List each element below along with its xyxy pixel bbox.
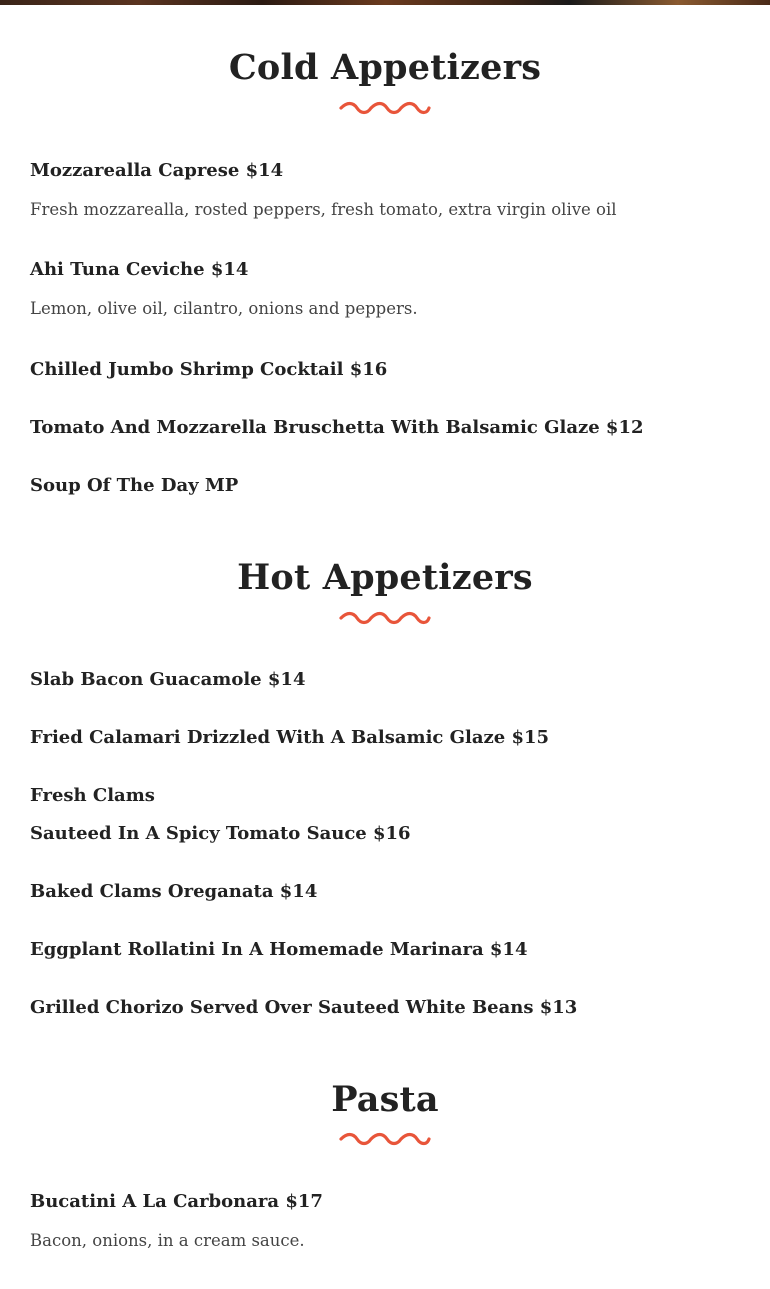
menu-item-name: Mozzarealla Caprese $14 [30, 160, 284, 181]
wave-divider-icon [339, 101, 431, 115]
menu-item-name: Fresh Clams [30, 785, 155, 806]
menu-item-name: Baked Clams Oreganata $14 [30, 881, 318, 902]
menu-item-name: Soup Of The Day MP [30, 475, 239, 496]
menu-item-name: Fried Calamari Drizzled With A Balsamic Glaze $15 [30, 727, 550, 748]
menu-item-description: Fresh mozzarealla, rosted peppers, fresh tomato, extra virgin olive oil [30, 200, 617, 219]
menu-item-name: Ahi Tuna Ceviche $14 [30, 259, 249, 280]
menu-item-name: Slab Bacon Guacamole $14 [30, 669, 306, 690]
menu-item-name: Eggplant Rollatini In A Homemade Marinara $14 [30, 939, 528, 960]
section-title-pasta: Pasta [331, 1079, 439, 1120]
wave-divider-icon [339, 1132, 431, 1146]
menu-item-name: Tomato And Mozzarella Bruschetta With Balsamic Glaze $12 [30, 417, 644, 438]
menu-item-name: Bucatini A La Carbonara $17 [30, 1191, 323, 1212]
section-title-cold-appetizers: Cold Appetizers [228, 47, 542, 88]
wave-divider-icon [339, 611, 431, 625]
section-title-hot-appetizers: Hot Appetizers [237, 557, 533, 598]
menu-item-name: Grilled Chorizo Served Over Sauteed White Beans $13 [30, 997, 578, 1018]
menu-item-subname: Sauteed In A Spicy Tomato Sauce $16 [30, 823, 411, 844]
menu-item-name: Chilled Jumbo Shrimp Cocktail $16 [30, 359, 388, 380]
hero-image-strip [0, 0, 770, 5]
menu-item-description: Lemon, olive oil, cilantro, onions and peppers. [30, 299, 418, 318]
menu-item-description: Bacon, onions, in a cream sauce. [30, 1231, 305, 1250]
